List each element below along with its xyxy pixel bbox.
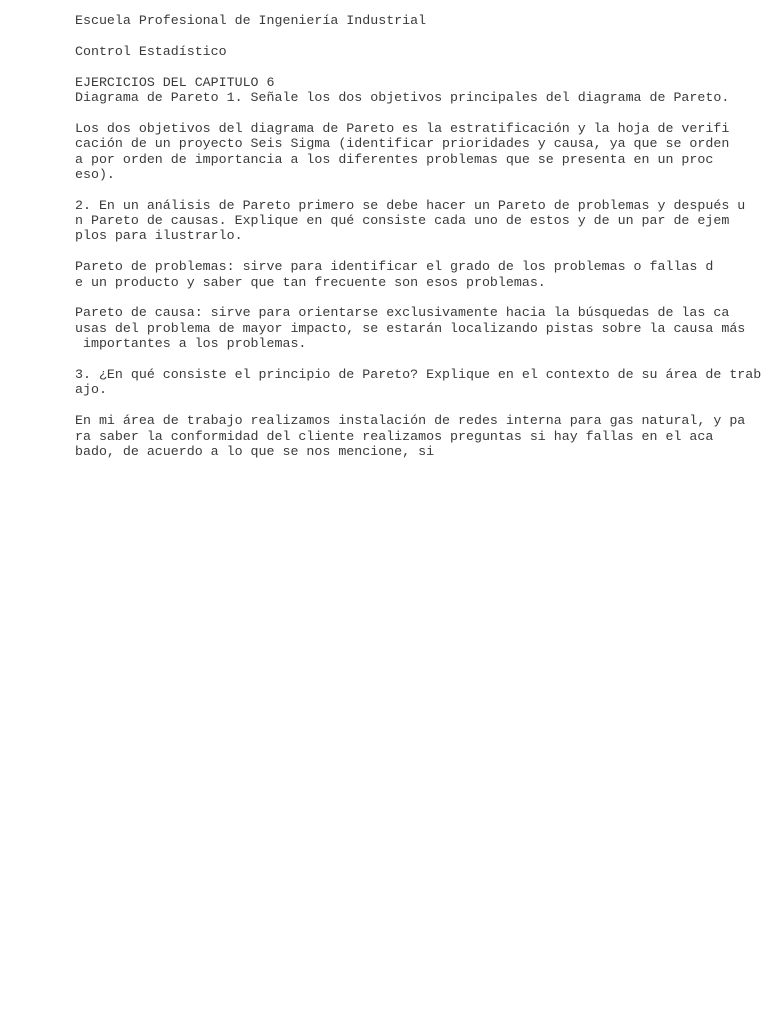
- answer-2b-paragraph: [75, 305, 755, 351]
- text-line: Diagrama de Pareto 1. Señale los dos objetivos principales del diagrama de Pareto.: [75, 89, 730, 105]
- text-line: Los dos objetivos del diagrama de Pareto es la estratificación y la hoja de verifi: [75, 120, 730, 136]
- text-line: n Pareto de causas. Explique en qué consiste cada uno de estos y de un par de ejem: [75, 213, 730, 229]
- question-2-paragraph: [75, 198, 755, 244]
- text-line: e un producto y saber que tan frecuente son esos problemas.: [75, 274, 546, 290]
- document-text: [75, 13, 762, 475]
- text-line: Pareto de causa: sirve para orientarse exclusivamente hacia la búsquedas de las ca: [75, 305, 730, 321]
- school-name: [75, 13, 755, 28]
- answer-3-paragraph: [75, 413, 755, 459]
- answer-1-paragraph: [75, 121, 755, 183]
- text-line: Escuela Profesional de Ingeniería Industrial: [75, 13, 427, 28]
- text-line: importantes a los problemas.: [75, 336, 307, 352]
- text-line: En mi área de trabajo realizamos instalación de redes interna para gas natural, y pa: [75, 413, 746, 429]
- text-line: 2. En un análisis de Pareto primero se debe hacer un Pareto de problemas y después u: [75, 197, 746, 213]
- text-line: cación de un proyecto Seis Sigma (identificar prioridades y causa, ya que se orden: [75, 136, 730, 152]
- course-name: [75, 44, 755, 59]
- text-line: eso).: [75, 166, 115, 182]
- text-line: bado, de acuerdo a lo que se nos mencione, si: [75, 443, 435, 459]
- text-line: a por orden de importancia a los diferentes problemas que se presenta en un proc: [75, 151, 714, 167]
- text-line: 3. ¿En qué consiste el principio de Pareto? Explique en el contexto de su área de trab: [75, 366, 762, 382]
- text-line: usas del problema de mayor impacto, se estarán localizando pistas sobre la causa más: [75, 320, 746, 336]
- answer-2a-paragraph: [75, 259, 755, 290]
- question-3-paragraph: [75, 366, 762, 398]
- text-line: EJERCICIOS DEL CAPITULO 6: [75, 74, 275, 90]
- text-line: ajo.: [75, 382, 107, 398]
- text-line: ra saber la conformidad del cliente realizamos preguntas si hay fallas en el aca: [75, 428, 714, 444]
- text-line: Pareto de problemas: sirve para identificar el grado de los problemas o fallas d: [75, 259, 714, 275]
- text-line: Control Estadístico: [75, 43, 227, 59]
- text-line: plos para ilustrarlo.: [75, 228, 243, 244]
- chapter-heading: [75, 75, 755, 106]
